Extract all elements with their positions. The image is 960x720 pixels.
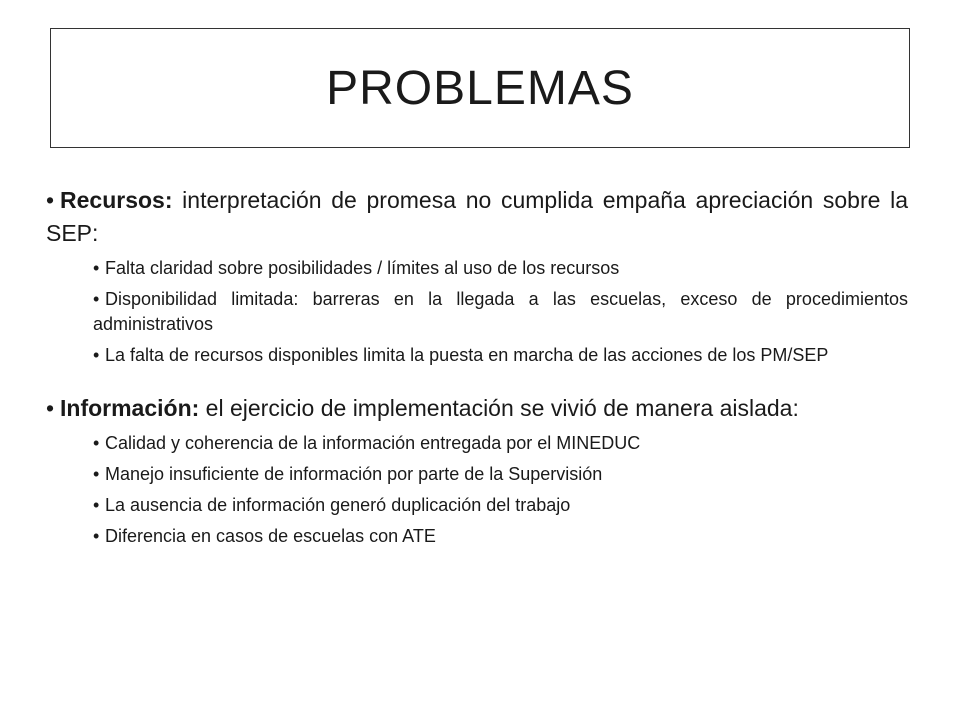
bullet-icon: • <box>46 187 55 213</box>
list-item-text: Diferencia en casos de escuelas con ATE <box>105 526 436 546</box>
bullet-icon: • <box>46 395 55 421</box>
section-recursos <box>46 184 908 368</box>
bullet-icon: • <box>93 258 100 278</box>
section-heading: Recursos: <box>60 187 173 213</box>
bullet-icon: • <box>93 433 100 453</box>
section-recursos-bullet <box>46 184 908 250</box>
list-item-text: La ausencia de información generó duplicación del trabajo <box>105 495 571 515</box>
list-item <box>93 524 908 549</box>
section-text: el ejercicio de implementación se vivió de manera aislada: <box>199 395 799 421</box>
bullet-icon: • <box>93 464 100 484</box>
bullet-icon: • <box>93 526 100 546</box>
list-item-text: Falta claridad sobre posibilidades / límites al uso de los recursos <box>105 258 620 278</box>
list-item <box>93 256 908 281</box>
title-box <box>50 28 910 148</box>
list-item <box>93 431 908 456</box>
list-item <box>93 493 908 518</box>
bullet-icon: • <box>93 345 100 365</box>
list-item-text: La falta de recursos disponibles limita la puesta en marcha de las acciones de los PM/SEP <box>105 345 829 365</box>
list-item-text: Disponibilidad limitada: barreras en la llegada a las escuelas, exceso de procedimientos administrativos <box>93 289 908 334</box>
sub-bullet-list <box>46 431 908 549</box>
list-item <box>93 343 908 368</box>
section-heading: Información: <box>60 395 200 421</box>
slide-title: PROBLEMAS <box>326 61 634 115</box>
list-item-text: Manejo insuficiente de información por parte de la Supervisión <box>105 464 603 484</box>
section-text: interpretación de promesa no cumplida empaña apreciación sobre la SEP: <box>46 187 908 246</box>
section-informacion <box>46 392 908 549</box>
list-item <box>93 287 908 337</box>
list-item <box>93 462 908 487</box>
list-item-text: Calidad y coherencia de la información entregada por el MINEDUC <box>105 433 641 453</box>
section-informacion-bullet <box>46 392 908 425</box>
bullet-icon: • <box>93 495 100 515</box>
bullet-icon: • <box>93 289 100 309</box>
slide-content <box>46 184 908 555</box>
sub-bullet-list <box>46 256 908 368</box>
